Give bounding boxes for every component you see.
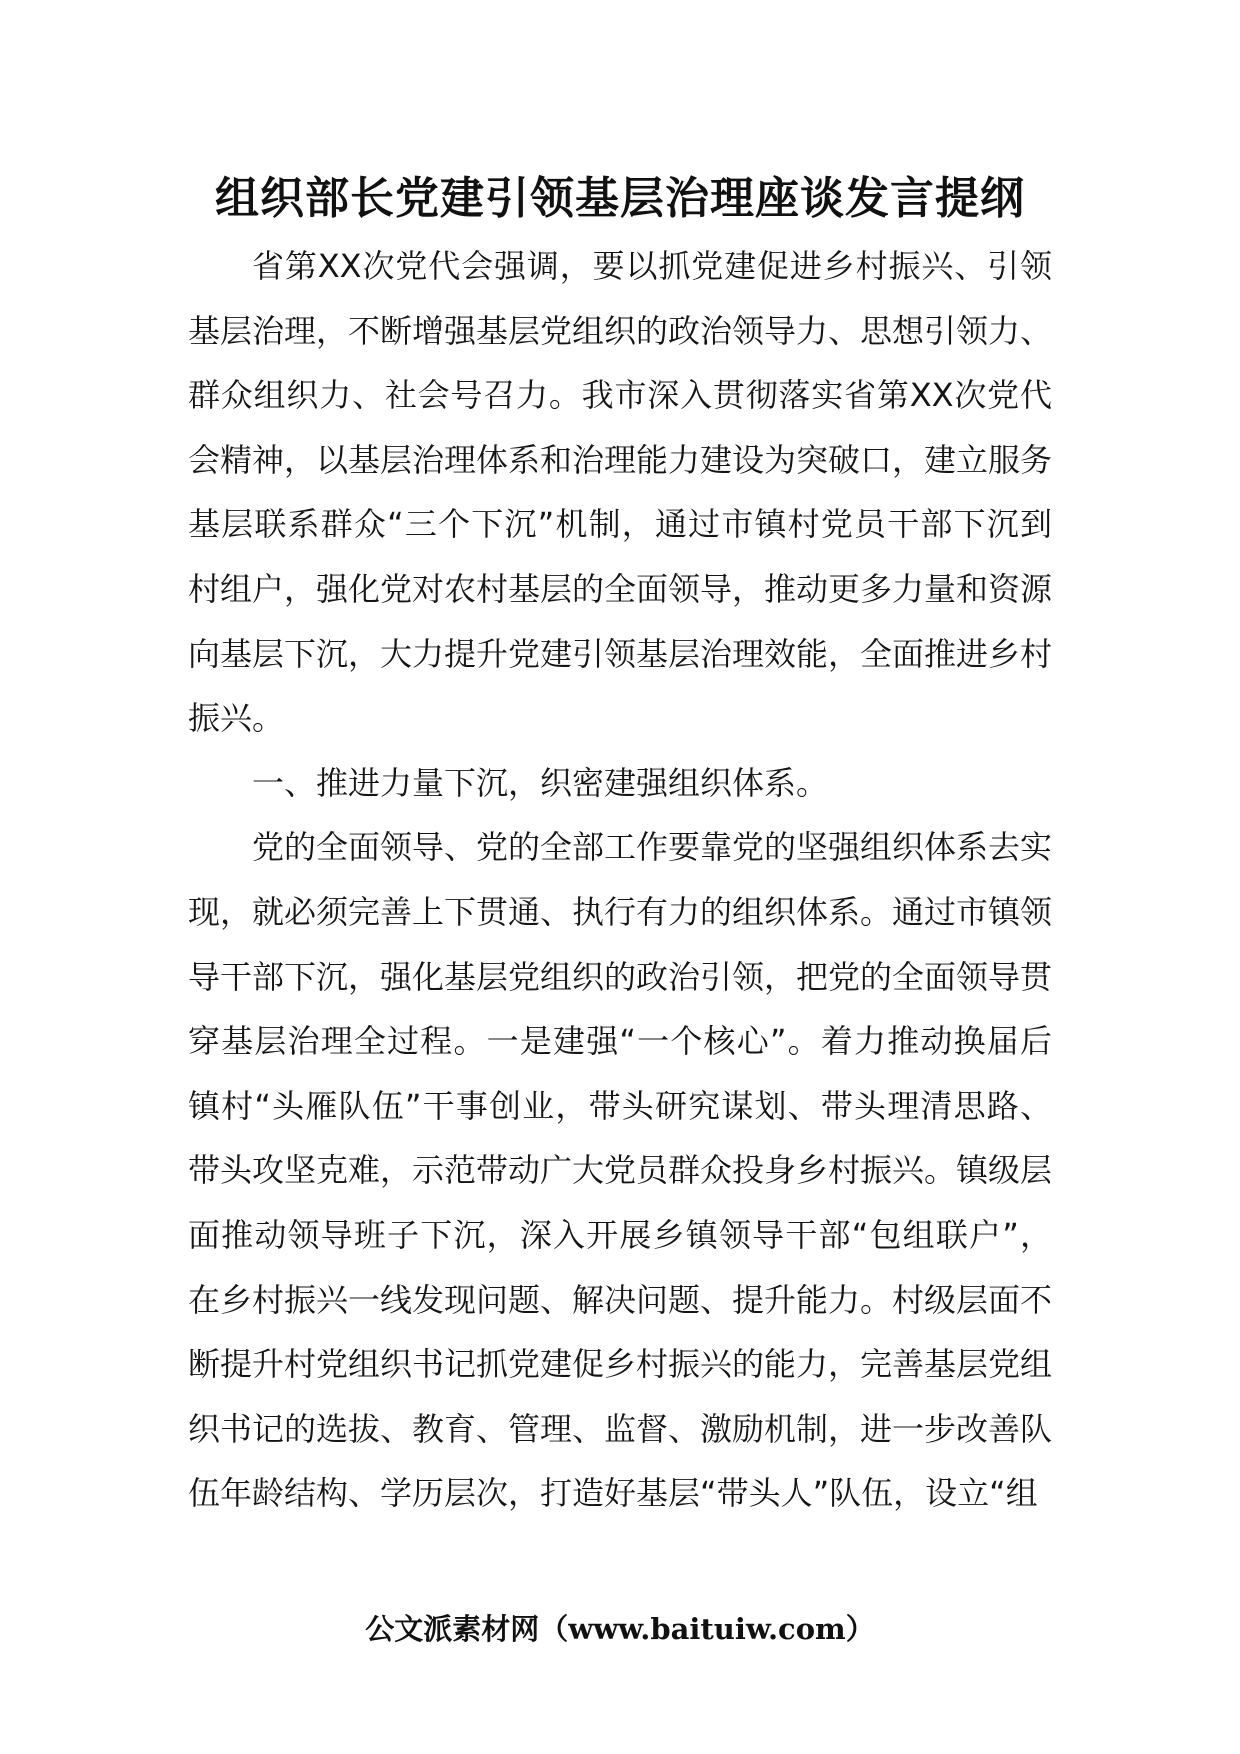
- paragraph-section-1: 党的全面领导、党的全部工作要靠党的坚强组织体系去实现，就必须完善上下贯通、执行有力的组织体系。通过市镇领导干部下沉，强化基层党组织的政治引领，把党的全面领导贯穿基层治理全过程。一是建强“一个核心”。着力推动换届后镇村“头雁队伍”干事创业，带头研究谋划、带头理清思路、带头攻坚克难，示范带动广大党员群众投身乡村振兴。镇级层面推动领导班子下沉，深入开展乡镇领导干部“包组联户”，在乡村振兴一线发现问题、解决问题、提升能力。村级层面不断提升村党组织书记抓党建促乡村振兴的能力，完善基层党组织书记的选拔、教育、管理、监督、激励机制，进一步改善队伍年龄结构、学历层次，打造好基层“带头人”队伍，设立“组: [188, 828, 1053, 1513]
- source-watermark-footer: 公文派素材网（www.baituiw.com）: [365, 1612, 875, 1646]
- paragraph-intro: 省第XX次党代会强调，要以抓党建促进乡村振兴、引领基层治理，不断增强基层党组织的政治领导力、思想引领力、群众组织力、社会号召力。我市深入贯彻落实省第XX次党代会精神，以基层治理体系和治理能力建设为突破口，建立服务基层联系群众“三个下沉”机制，通过市镇村党员干部下沉到村组户，强化党对农村基层的全面领导，推动更多力量和资源向基层下沉，大力提升党建引领基层治理效能，全面推进乡村振兴。: [188, 247, 1053, 738]
- document-body: [188, 234, 1052, 1526]
- section-heading-1: 一、推进力量下沉，织密建强组织体系。: [252, 763, 829, 802]
- document-title: 组织部长党建引领基层治理座谈发言提纲: [215, 173, 1025, 224]
